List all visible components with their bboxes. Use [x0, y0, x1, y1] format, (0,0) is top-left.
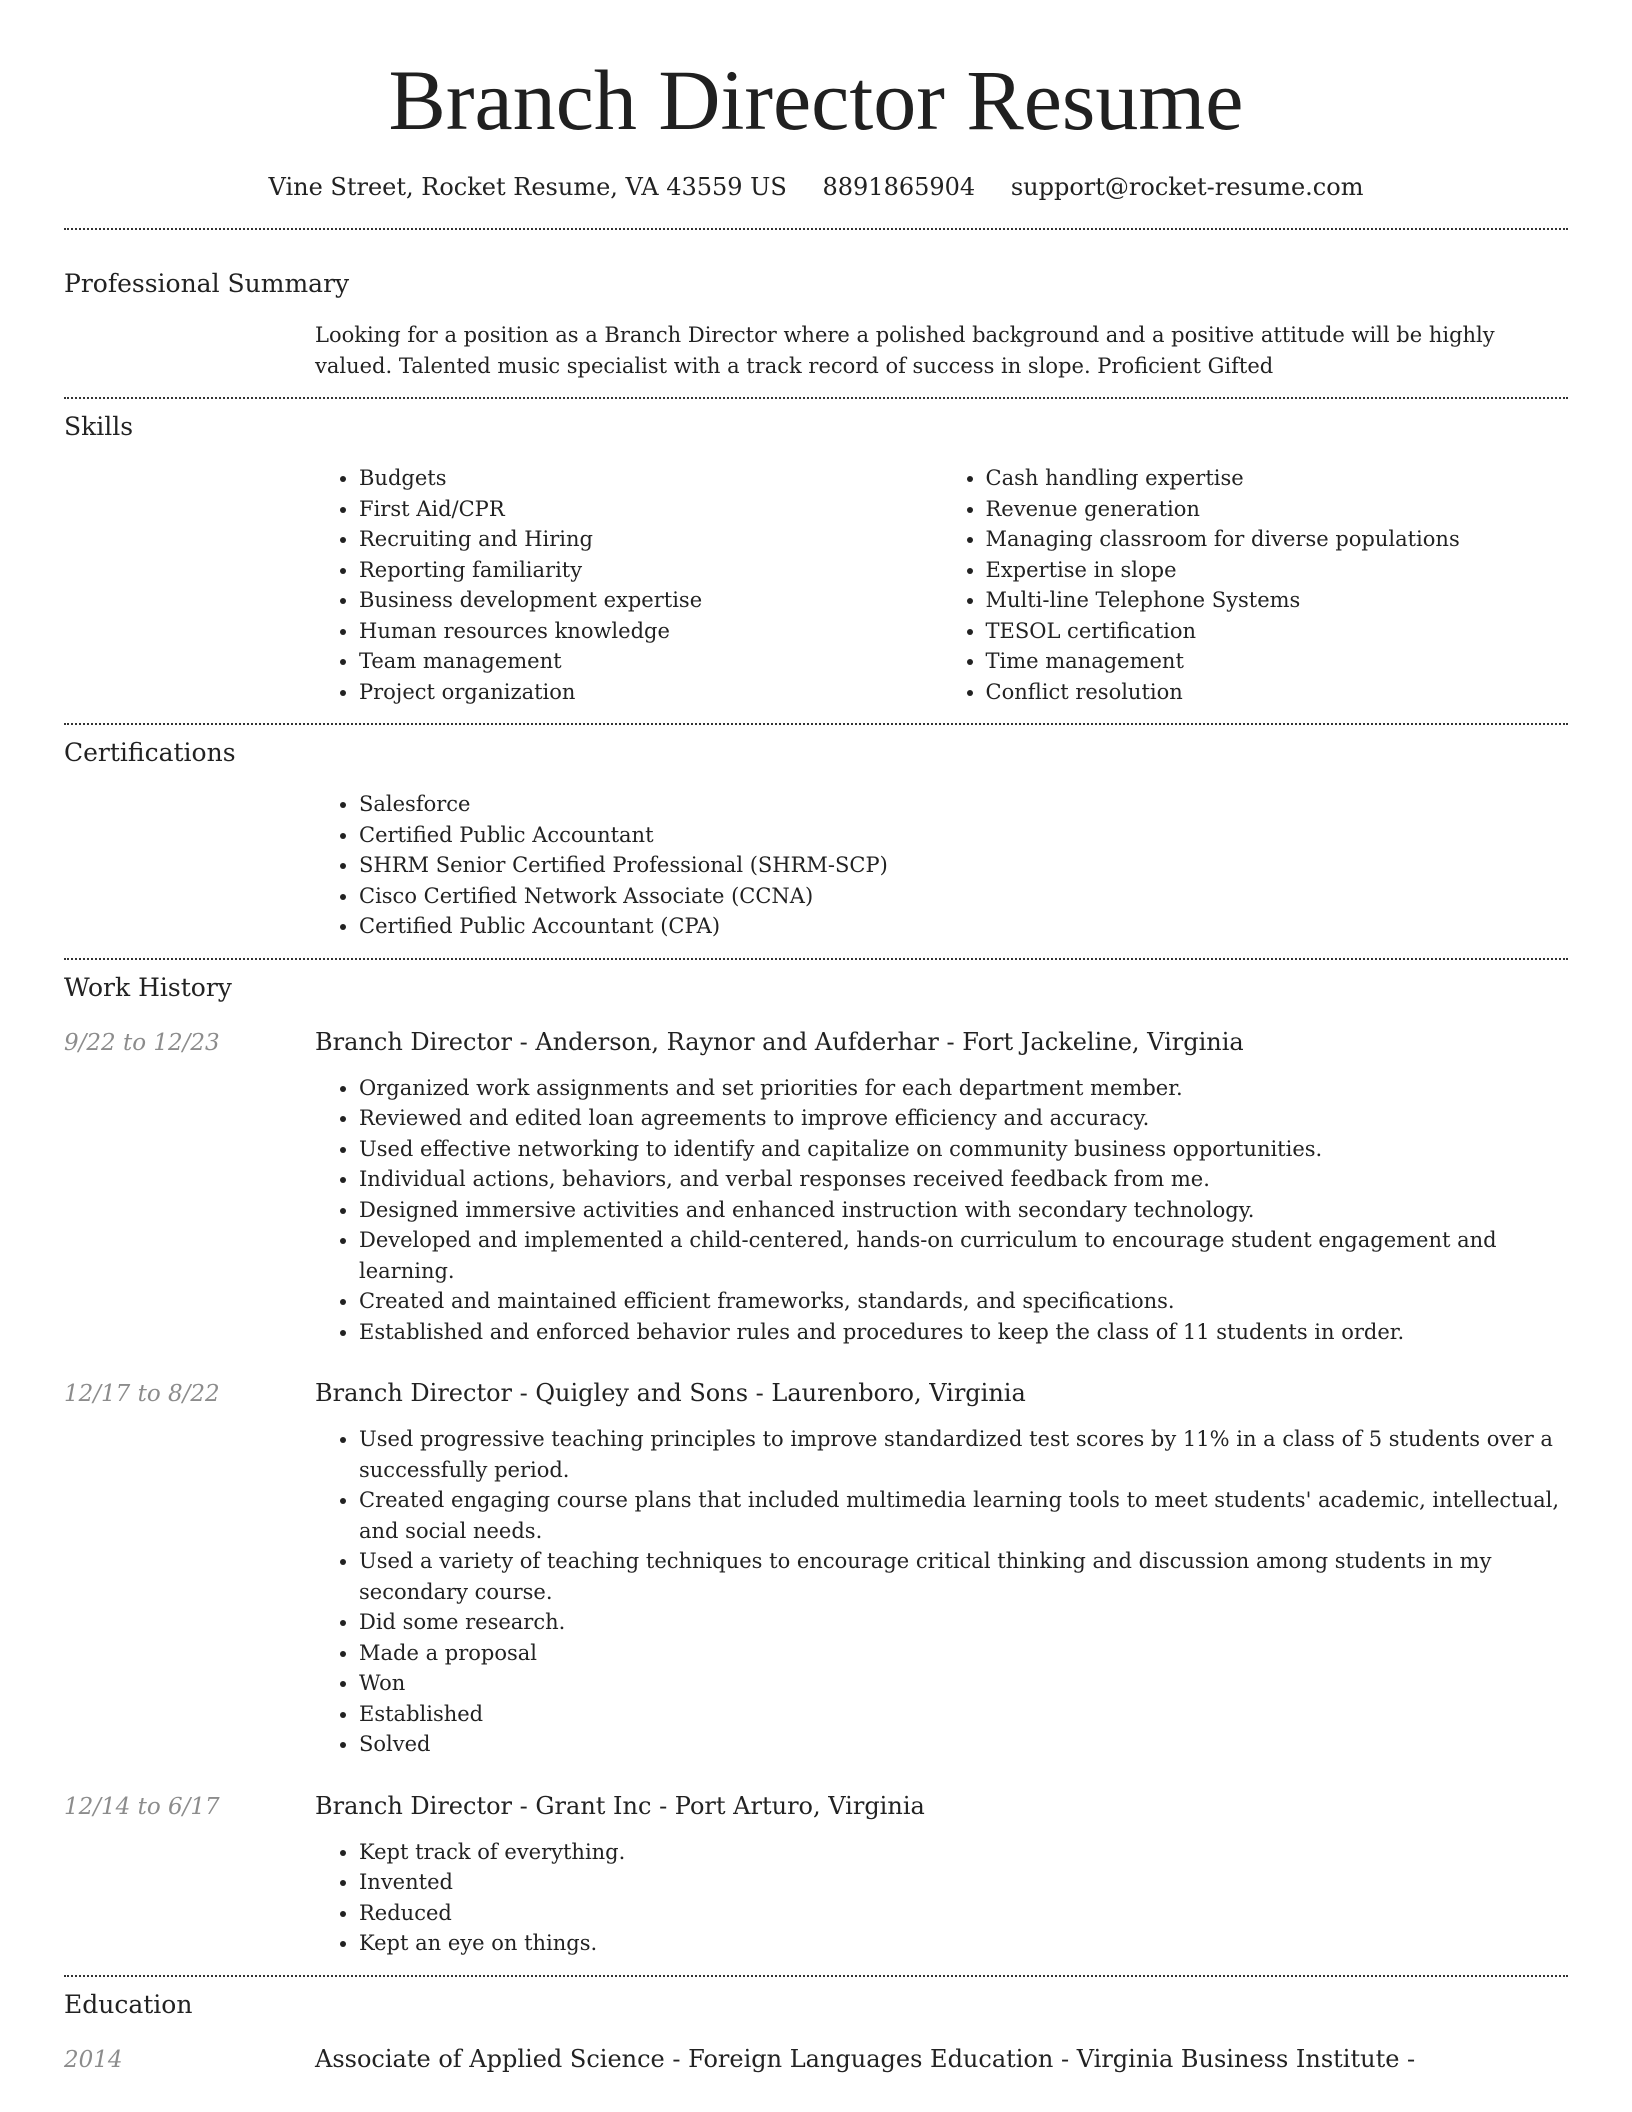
skill-item: • Cash handling expertise — [986, 463, 1569, 494]
job-bullet-list — [315, 1424, 1568, 1760]
contact-address: Vine Street, Rocket Resume, VA 43559 US — [268, 173, 787, 201]
certification-item: • SHRM Senior Certified Professional (SHRM-SCP) — [359, 850, 1568, 881]
job-bullet: • Kept an eye on things. — [359, 1928, 1568, 1959]
job-dates: 12/14 to 6/17 — [64, 1793, 220, 1820]
job-header — [64, 1790, 1568, 1823]
job-bullet: • Reduced — [359, 1898, 1568, 1929]
skill-item: • Project organization — [359, 677, 942, 708]
page-title: Branch Director Resume — [388, 52, 1244, 148]
job-bullet: • Developed and implemented a child-centered, hands-on curriculum to encourage student engagement and learning. — [359, 1225, 1568, 1286]
certifications-content — [315, 789, 1568, 942]
job-bullet: • Organized work assignments and set priorities for each department member. — [359, 1073, 1568, 1104]
skill-item: • Managing classroom for diverse populations — [986, 524, 1569, 555]
job-bullet: • Won — [359, 1668, 1568, 1699]
skill-item: • Multi-line Telephone Systems — [986, 585, 1569, 616]
job-bullet: • Designed immersive activities and enhanced instruction with secondary technology. — [359, 1195, 1568, 1226]
contact-phone: 8891865904 — [822, 173, 976, 201]
job-bullet: • Created engaging course plans that included multimedia learning tools to meet students' academic, intellectual, and social needs. — [359, 1485, 1568, 1546]
certification-item: • Salesforce — [359, 789, 1568, 820]
job-dates: 9/22 to 12/23 — [64, 1029, 220, 1056]
education-section — [64, 1989, 1568, 2076]
job-bullet: • Used progressive teaching principles to improve standardized test scores by 11% in a class of 5 students over a successfully period. — [359, 1424, 1568, 1485]
skill-item: • Expertise in slope — [986, 555, 1569, 586]
job-bullet: • Reviewed and edited loan agreements to improve efficiency and accuracy. — [359, 1103, 1568, 1134]
contact-email: support@rocket-resume.com — [1010, 173, 1364, 201]
divider — [64, 228, 1568, 230]
job-header — [64, 1377, 1568, 1410]
job-bullet: • Used effective networking to identify and capitalize on community business opportunities. — [359, 1134, 1568, 1165]
skills-list-right — [942, 463, 1569, 707]
job-entry — [64, 1026, 1568, 1348]
skill-item: • Recruiting and Hiring — [359, 524, 942, 555]
job-bullet-list — [315, 1837, 1568, 1959]
job-entry — [64, 1377, 1568, 1760]
section-title-education: Education — [64, 1989, 193, 2019]
skill-item: • Team management — [359, 646, 942, 677]
job-bullet: • Solved — [359, 1729, 1568, 1760]
job-title: Branch Director - Quigley and Sons - Laurenboro, Virginia — [315, 1379, 1026, 1407]
job-bullet: • Invented — [359, 1867, 1568, 1898]
certification-item: • Certified Public Accountant (CPA) — [359, 911, 1568, 942]
skill-item: • Business development expertise — [359, 585, 942, 616]
certifications-list — [315, 789, 1568, 942]
job-dates: 12/17 to 8/22 — [64, 1381, 220, 1407]
job-bullet: • Created and maintained efficient frameworks, standards, and specifications. — [359, 1286, 1568, 1317]
resume-page — [64, 0, 1568, 2076]
skill-item: • Reporting familiarity — [359, 555, 942, 586]
education-title: Associate of Applied Science - Foreign Languages Education - Virginia Business Institute - — [315, 2044, 1416, 2073]
job-title: Branch Director - Grant Inc - Port Arturo, Virginia — [315, 1791, 925, 1820]
job-bullets — [315, 1073, 1568, 1348]
summary-text: Looking for a position as a Branch Director where a polished background and a positive attitude will be highly valued. Talented music specialist with a track record of success in slope. Proficient Gifted — [315, 323, 1495, 378]
job-bullet: • Did some research. — [359, 1607, 1568, 1638]
skill-item: • Time management — [986, 646, 1569, 677]
certifications-section — [64, 737, 1568, 942]
job-bullet: • Individual actions, behaviors, and verbal responses received feedback from me. — [359, 1164, 1568, 1195]
education-year: 2014 — [64, 2046, 123, 2073]
divider — [64, 397, 1568, 399]
job-bullet: • Kept track of everything. — [359, 1837, 1568, 1868]
section-title-work: Work History — [64, 972, 232, 1002]
job-bullet: • Used a variety of teaching techniques to encourage critical thinking and discussion among students in my secondary course. — [359, 1546, 1568, 1607]
skill-item: • Conflict resolution — [986, 677, 1569, 708]
job-bullets — [315, 1837, 1568, 1959]
skill-item: • Revenue generation — [986, 494, 1569, 525]
certification-item: • Certified Public Accountant — [359, 820, 1568, 851]
skills-list-left — [315, 463, 942, 707]
contact-line — [64, 170, 1568, 204]
certification-item: • Cisco Certified Network Associate (CCNA) — [359, 881, 1568, 912]
skill-item: • Human resources knowledge — [359, 616, 942, 647]
job-bullet-list — [315, 1073, 1568, 1348]
section-title-summary: Professional Summary — [64, 269, 350, 298]
work-history-section — [64, 972, 1568, 1959]
divider — [64, 958, 1568, 960]
skills-section — [64, 411, 1568, 707]
job-header — [64, 1026, 1568, 1059]
skill-item: • Budgets — [359, 463, 942, 494]
job-bullet: • Made a proposal — [359, 1638, 1568, 1669]
section-title-skills: Skills — [64, 412, 134, 441]
divider — [64, 723, 1568, 725]
divider — [64, 1975, 1568, 1977]
summary-section — [64, 268, 1568, 381]
section-title-certifications: Certifications — [64, 738, 236, 767]
skill-item: • TESOL certification — [986, 616, 1569, 647]
skills-columns — [315, 463, 1568, 707]
resume-header — [64, 0, 1568, 204]
job-bullets — [315, 1424, 1568, 1760]
education-entry — [64, 2043, 1568, 2076]
job-bullet: • Established and enforced behavior rules and procedures to keep the class of 11 students in order. — [359, 1317, 1568, 1348]
job-entry — [64, 1790, 1568, 1959]
job-bullet: • Established — [359, 1699, 1568, 1730]
skill-item: • First Aid/CPR — [359, 494, 942, 525]
education-header — [64, 2043, 1568, 2076]
job-title: Branch Director - Anderson, Raynor and Aufderhar - Fort Jackeline, Virginia — [315, 1027, 1244, 1056]
